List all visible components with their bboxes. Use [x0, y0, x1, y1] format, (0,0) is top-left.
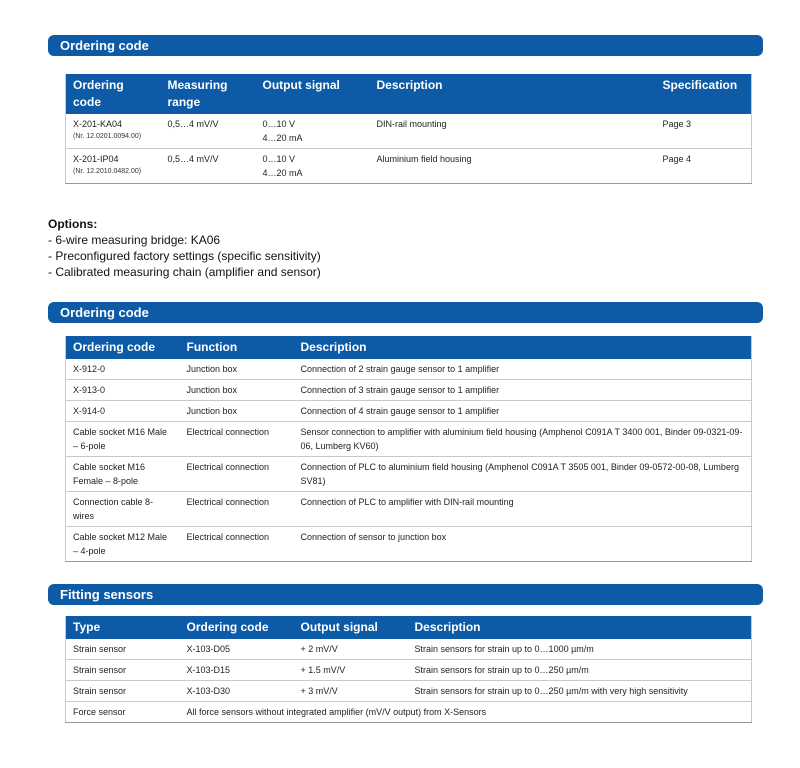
cell-description: All force sensors without integrated amplifier (mV/V output) from X-Sensors	[180, 702, 752, 723]
col-header: Ordering code	[180, 616, 294, 639]
cell-code: X-913-0	[66, 380, 180, 401]
cell-code: X-103-D05	[180, 639, 294, 660]
cell-description: Connection of PLC to aluminium field housing (Amphenol C091A T 3505 001, Binder 09-0572-00-08, Lumberg SV81)	[294, 457, 752, 492]
cell-description: Sensor connection to amplifier with aluminium field housing (Amphenol C091A T 3400 001, Binder 09-0321-09-06, Lumberg KV60)	[294, 422, 752, 457]
col-header: Measuring range	[161, 74, 256, 114]
options-item: - Preconfigured factory settings (specific sensitivity)	[48, 249, 321, 263]
fitting-sensors-table	[65, 616, 752, 723]
table-row	[66, 492, 752, 527]
cell-code: X-103-D15	[180, 660, 294, 681]
output-current: 4…20 mA	[262, 133, 303, 143]
cell-code: X-912-0	[66, 359, 180, 380]
cell-description: Connection of sensor to junction box	[294, 527, 752, 562]
cell-output	[256, 114, 370, 149]
table-row	[66, 114, 752, 149]
cell-code: Cable socket M12 Male – 4-pole	[66, 527, 180, 562]
cell-type: Strain sensor	[66, 639, 180, 660]
col-header: Description	[370, 74, 656, 114]
col-header: Description	[294, 336, 752, 359]
code-text: X-201-KA04	[73, 119, 123, 129]
table-row	[66, 660, 752, 681]
output-voltage: 0…10 V	[262, 119, 296, 129]
cell-function: Junction box	[180, 401, 294, 422]
table-row	[66, 401, 752, 422]
cell-type: Strain sensor	[66, 660, 180, 681]
cell-description: Aluminium field housing	[370, 149, 656, 184]
cell-function: Electrical connection	[180, 492, 294, 527]
cell-function: Junction box	[180, 359, 294, 380]
cell-function: Junction box	[180, 380, 294, 401]
col-header: Ordering code	[66, 336, 180, 359]
cell-code: Cable socket M16 Male – 6-pole	[66, 422, 180, 457]
cell-description: Connection of 3 strain gauge sensor to 1 amplifier	[294, 380, 752, 401]
ordering-code-table-1	[65, 74, 752, 184]
output-voltage: 0…10 V	[262, 154, 296, 164]
cell-output	[256, 149, 370, 184]
table-header-row	[66, 336, 752, 359]
cell-spec: Page 3	[656, 114, 752, 149]
options-title: Options:	[48, 217, 98, 231]
cell-description: Strain sensors for strain up to 0…1000 µm/m	[408, 639, 752, 660]
cell-range: 0,5…4 mV/V	[161, 114, 256, 149]
part-number: (Nr. 12.0201.0094.00)	[73, 133, 142, 140]
section-title-fitting-sensors: Fitting sensors	[48, 584, 763, 605]
cell-output: + 2 mV/V	[294, 639, 408, 660]
col-header: Function	[180, 336, 294, 359]
cell-description: Strain sensors for strain up to 0…250 µm/m	[408, 660, 752, 681]
col-header: Description	[408, 616, 752, 639]
cell-description: Connection of 4 strain gauge sensor to 1 amplifier	[294, 401, 752, 422]
cell-range: 0,5…4 mV/V	[161, 149, 256, 184]
table-row	[66, 457, 752, 492]
col-header: Specification	[656, 74, 752, 114]
cell-function: Electrical connection	[180, 457, 294, 492]
ordering-code-table-2	[65, 336, 752, 562]
cell-type: Strain sensor	[66, 681, 180, 702]
options-item: - 6-wire measuring bridge: KA06	[48, 233, 221, 247]
cell-function: Electrical connection	[180, 527, 294, 562]
col-header: Type	[66, 616, 180, 639]
table-header-row	[66, 74, 752, 114]
cell-spec: Page 4	[656, 149, 752, 184]
col-header: Output signal	[294, 616, 408, 639]
cell-description: Connection of 2 strain gauge sensor to 1 amplifier	[294, 359, 752, 380]
options-item: - Calibrated measuring chain (amplifier and sensor)	[48, 265, 321, 279]
section-title-ordering-code-1: Ordering code	[48, 35, 763, 56]
table-row	[66, 380, 752, 401]
section-title-ordering-code-2: Ordering code	[48, 302, 763, 323]
cell-code: X-103-D30	[180, 681, 294, 702]
table-row	[66, 359, 752, 380]
cell-type: Force sensor	[66, 702, 180, 723]
cell-description: Connection of PLC to amplifier with DIN-rail mounting	[294, 492, 752, 527]
code-text: X-201-IP04	[73, 154, 119, 164]
table-row	[66, 527, 752, 562]
cell-code	[66, 114, 161, 149]
table-row	[66, 422, 752, 457]
cell-code: X-914-0	[66, 401, 180, 422]
cell-output: + 1.5 mV/V	[294, 660, 408, 681]
cell-function: Electrical connection	[180, 422, 294, 457]
col-header: Output signal	[256, 74, 370, 114]
part-number: (Nr. 12.2010.0482.00)	[73, 168, 142, 175]
table-row	[66, 639, 752, 660]
cell-code: Connection cable 8-wires	[66, 492, 180, 527]
table-row	[66, 702, 752, 723]
cell-description: DIN-rail mounting	[370, 114, 656, 149]
output-current: 4…20 mA	[262, 168, 303, 178]
cell-code: Cable socket M16 Female – 8-pole	[66, 457, 180, 492]
table-header-row	[66, 616, 752, 639]
col-header: Ordering code	[66, 74, 161, 114]
table-row	[66, 149, 752, 184]
cell-output: + 3 mV/V	[294, 681, 408, 702]
table-row	[66, 681, 752, 702]
options-block	[48, 216, 321, 280]
cell-description: Strain sensors for strain up to 0…250 µm/m with very high sensitivity	[408, 681, 752, 702]
cell-code	[66, 149, 161, 184]
